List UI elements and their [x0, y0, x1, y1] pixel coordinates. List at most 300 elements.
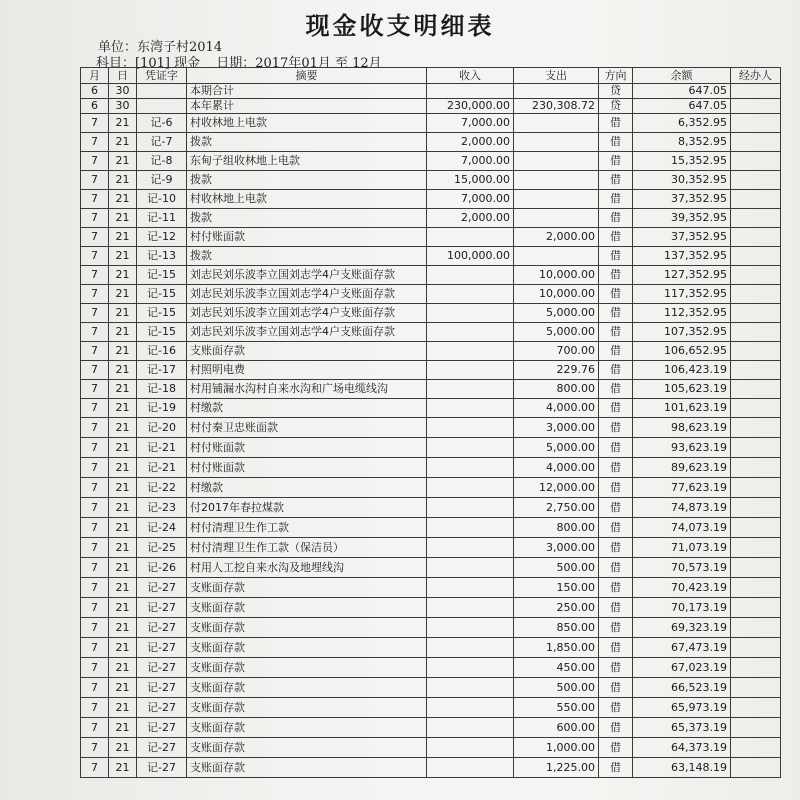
cell-handler — [731, 399, 781, 418]
cell-expense: 10,000.00 — [514, 285, 599, 304]
cell-expense: 4,000.00 — [514, 458, 599, 478]
cell-summary: 村收林地上电款 — [187, 114, 427, 133]
cell-day: 21 — [109, 618, 137, 638]
cell-summary: 拨款 — [187, 171, 427, 190]
cell-balance: 107,352.95 — [633, 323, 731, 342]
cell-handler — [731, 698, 781, 718]
cell-handler — [731, 228, 781, 247]
cell-voucher: 记-24 — [137, 518, 187, 538]
cell-expense: 1,225.00 — [514, 758, 599, 778]
cell-handler — [731, 518, 781, 538]
cell-voucher: 记-6 — [137, 114, 187, 133]
cell-direction: 借 — [599, 538, 633, 558]
cell-income — [427, 266, 514, 285]
cell-voucher: 记-27 — [137, 658, 187, 678]
cell-balance: 37,352.95 — [633, 228, 731, 247]
cell-direction: 借 — [599, 133, 633, 152]
cell-day: 21 — [109, 399, 137, 418]
cell-day: 21 — [109, 538, 137, 558]
table-row — [81, 418, 781, 438]
cell-summary: 支账面存款 — [187, 342, 427, 361]
cell-voucher: 记-11 — [137, 209, 187, 228]
cell-month: 7 — [81, 598, 109, 618]
col-header-income: 收入 — [427, 68, 514, 84]
cell-income: 7,000.00 — [427, 190, 514, 209]
cell-voucher: 记-15 — [137, 304, 187, 323]
table-row — [81, 342, 781, 361]
cell-balance: 67,473.19 — [633, 638, 731, 658]
cell-voucher: 记-25 — [137, 538, 187, 558]
table-row — [81, 558, 781, 578]
cell-voucher: 记-27 — [137, 638, 187, 658]
cell-balance: 70,423.19 — [633, 578, 731, 598]
cell-income — [427, 228, 514, 247]
cell-month: 7 — [81, 678, 109, 698]
cell-income — [427, 598, 514, 618]
cell-balance: 647.05 — [633, 84, 731, 99]
table-row — [81, 228, 781, 247]
cell-expense: 3,000.00 — [514, 538, 599, 558]
cell-day: 21 — [109, 678, 137, 698]
page-title: 现金收支明细表 — [305, 11, 495, 40]
cell-expense: 700.00 — [514, 342, 599, 361]
cell-expense: 150.00 — [514, 578, 599, 598]
cell-month: 7 — [81, 638, 109, 658]
table-row — [81, 266, 781, 285]
cell-day: 21 — [109, 152, 137, 171]
cell-direction: 借 — [599, 171, 633, 190]
cell-month: 7 — [81, 399, 109, 418]
cell-month: 7 — [81, 190, 109, 209]
table-row — [81, 578, 781, 598]
cell-summary: 刘志民刘乐波李立国刘志学4户支账面存款 — [187, 304, 427, 323]
cell-month: 7 — [81, 418, 109, 438]
cell-direction: 借 — [599, 342, 633, 361]
cell-expense: 4,000.00 — [514, 399, 599, 418]
col-header-handler: 经办人 — [731, 68, 781, 84]
cell-handler — [731, 84, 781, 99]
cell-direction: 借 — [599, 658, 633, 678]
cell-voucher: 记-27 — [137, 738, 187, 758]
col-header-day: 日 — [109, 68, 137, 84]
cell-balance: 66,523.19 — [633, 678, 731, 698]
table-row — [81, 323, 781, 342]
table-row — [81, 518, 781, 538]
cell-expense — [514, 84, 599, 99]
cell-voucher — [137, 84, 187, 99]
cell-balance: 77,623.19 — [633, 478, 731, 498]
cell-balance: 106,652.95 — [633, 342, 731, 361]
cell-day: 21 — [109, 698, 137, 718]
cell-voucher: 记-13 — [137, 247, 187, 266]
cell-handler — [731, 478, 781, 498]
cell-voucher: 记-21 — [137, 458, 187, 478]
cell-day: 21 — [109, 361, 137, 380]
cell-balance: 74,073.19 — [633, 518, 731, 538]
cell-summary: 支账面存款 — [187, 758, 427, 778]
cell-expense: 5,000.00 — [514, 323, 599, 342]
cell-handler — [731, 438, 781, 458]
cell-month: 7 — [81, 266, 109, 285]
cell-summary: 村用铺漏水沟村自来水沟和广场电缆线沟 — [187, 380, 427, 399]
cell-handler — [731, 498, 781, 518]
cell-balance: 37,352.95 — [633, 190, 731, 209]
cell-month: 7 — [81, 658, 109, 678]
cell-balance: 89,623.19 — [633, 458, 731, 478]
cell-summary: 村付清理卫生作工款（保洁员） — [187, 538, 427, 558]
cell-direction: 借 — [599, 498, 633, 518]
table-row — [81, 114, 781, 133]
cell-direction: 借 — [599, 380, 633, 399]
cell-summary: 支账面存款 — [187, 618, 427, 638]
cell-expense: 550.00 — [514, 698, 599, 718]
cell-month: 7 — [81, 518, 109, 538]
cell-direction: 借 — [599, 247, 633, 266]
cell-direction: 借 — [599, 304, 633, 323]
cell-month: 7 — [81, 323, 109, 342]
cell-voucher: 记-17 — [137, 361, 187, 380]
cell-day: 21 — [109, 658, 137, 678]
cell-balance: 112,352.95 — [633, 304, 731, 323]
cell-day: 30 — [109, 84, 137, 99]
cell-direction: 借 — [599, 598, 633, 618]
cell-day: 21 — [109, 114, 137, 133]
table-row — [81, 598, 781, 618]
cell-direction: 借 — [599, 228, 633, 247]
cell-day: 21 — [109, 285, 137, 304]
cell-month: 7 — [81, 285, 109, 304]
cell-direction: 贷 — [599, 99, 633, 114]
cell-balance: 39,352.95 — [633, 209, 731, 228]
cell-month: 7 — [81, 152, 109, 171]
cell-balance: 117,352.95 — [633, 285, 731, 304]
cell-direction: 借 — [599, 618, 633, 638]
cell-balance: 93,623.19 — [633, 438, 731, 458]
cell-voucher — [137, 99, 187, 114]
cell-day: 21 — [109, 133, 137, 152]
cell-voucher: 记-15 — [137, 285, 187, 304]
cell-summary: 本年累计 — [187, 99, 427, 114]
cell-income — [427, 558, 514, 578]
cell-balance: 8,352.95 — [633, 133, 731, 152]
cell-direction: 借 — [599, 285, 633, 304]
cell-day: 21 — [109, 190, 137, 209]
cell-income: 2,000.00 — [427, 209, 514, 228]
cell-expense — [514, 133, 599, 152]
cell-summary: 村付秦卫忠账面款 — [187, 418, 427, 438]
cell-day: 21 — [109, 380, 137, 399]
cell-voucher: 记-27 — [137, 598, 187, 618]
cell-direction: 借 — [599, 418, 633, 438]
cell-income: 100,000.00 — [427, 247, 514, 266]
cell-month: 6 — [81, 84, 109, 99]
cell-expense: 12,000.00 — [514, 478, 599, 498]
cell-income: 2,000.00 — [427, 133, 514, 152]
cell-voucher: 记-9 — [137, 171, 187, 190]
cell-month: 7 — [81, 558, 109, 578]
cell-voucher: 记-22 — [137, 478, 187, 498]
cell-expense — [514, 247, 599, 266]
cell-voucher: 记-27 — [137, 718, 187, 738]
cell-handler — [731, 247, 781, 266]
cell-handler — [731, 598, 781, 618]
cell-expense: 450.00 — [514, 658, 599, 678]
table-row — [81, 99, 781, 114]
table-row — [81, 658, 781, 678]
cell-direction: 借 — [599, 578, 633, 598]
cell-month: 7 — [81, 247, 109, 266]
table-row — [81, 438, 781, 458]
cell-expense: 5,000.00 — [514, 438, 599, 458]
cell-handler — [731, 266, 781, 285]
table-row — [81, 638, 781, 658]
cell-expense — [514, 171, 599, 190]
cell-income — [427, 438, 514, 458]
cell-day: 21 — [109, 323, 137, 342]
cell-income — [427, 658, 514, 678]
cell-balance: 98,623.19 — [633, 418, 731, 438]
cell-summary: 支账面存款 — [187, 578, 427, 598]
cell-handler — [731, 458, 781, 478]
cell-month: 7 — [81, 114, 109, 133]
cell-voucher: 记-27 — [137, 578, 187, 598]
cell-voucher: 记-20 — [137, 418, 187, 438]
cell-direction: 贷 — [599, 84, 633, 99]
cell-income — [427, 478, 514, 498]
cell-month: 7 — [81, 171, 109, 190]
cell-balance: 30,352.95 — [633, 171, 731, 190]
cell-balance: 127,352.95 — [633, 266, 731, 285]
cell-handler — [731, 618, 781, 638]
cell-direction: 借 — [599, 558, 633, 578]
cell-summary: 支账面存款 — [187, 658, 427, 678]
cell-month: 7 — [81, 578, 109, 598]
cell-expense: 850.00 — [514, 618, 599, 638]
cell-expense: 1,850.00 — [514, 638, 599, 658]
cell-income — [427, 538, 514, 558]
cell-day: 21 — [109, 718, 137, 738]
cell-month: 7 — [81, 304, 109, 323]
cell-expense: 2,000.00 — [514, 228, 599, 247]
cell-direction: 借 — [599, 458, 633, 478]
table-row — [81, 538, 781, 558]
cell-handler — [731, 638, 781, 658]
cell-month: 7 — [81, 361, 109, 380]
cell-summary: 村缴款 — [187, 399, 427, 418]
cell-direction: 借 — [599, 152, 633, 171]
cell-voucher: 记-7 — [137, 133, 187, 152]
cell-expense: 3,000.00 — [514, 418, 599, 438]
cell-handler — [731, 190, 781, 209]
col-header-balance: 余额 — [633, 68, 731, 84]
cell-handler — [731, 538, 781, 558]
cell-income — [427, 458, 514, 478]
cell-expense — [514, 190, 599, 209]
cell-month: 7 — [81, 498, 109, 518]
cell-direction: 借 — [599, 361, 633, 380]
cell-day: 21 — [109, 578, 137, 598]
cell-income — [427, 399, 514, 418]
cell-income — [427, 518, 514, 538]
cell-month: 7 — [81, 718, 109, 738]
date-range-label: 日期：2017年01月 至 12月 — [216, 56, 382, 71]
table-row — [81, 698, 781, 718]
cell-income — [427, 678, 514, 698]
cell-balance: 101,623.19 — [633, 399, 731, 418]
cell-month: 7 — [81, 478, 109, 498]
cell-summary: 村付账面款 — [187, 438, 427, 458]
ledger-table — [80, 67, 781, 778]
col-header-direction: 方向 — [599, 68, 633, 84]
cell-handler — [731, 342, 781, 361]
cell-expense: 10,000.00 — [514, 266, 599, 285]
cell-income — [427, 578, 514, 598]
table-row — [81, 738, 781, 758]
cell-income — [427, 738, 514, 758]
cell-summary: 拨款 — [187, 209, 427, 228]
cell-direction: 借 — [599, 518, 633, 538]
col-header-summary: 摘要 — [187, 68, 427, 84]
cell-day: 21 — [109, 558, 137, 578]
cell-balance: 65,973.19 — [633, 698, 731, 718]
table-row — [81, 285, 781, 304]
cell-balance: 70,173.19 — [633, 598, 731, 618]
cell-summary: 刘志民刘乐波李立国刘志学4户支账面存款 — [187, 266, 427, 285]
cell-summary: 村缴款 — [187, 478, 427, 498]
cell-income: 230,000.00 — [427, 99, 514, 114]
cell-balance: 15,352.95 — [633, 152, 731, 171]
cell-direction: 借 — [599, 399, 633, 418]
cell-expense: 800.00 — [514, 380, 599, 399]
cell-summary: 付2017年春拉煤款 — [187, 498, 427, 518]
cell-summary: 村付账面款 — [187, 458, 427, 478]
cell-expense — [514, 209, 599, 228]
cell-income — [427, 498, 514, 518]
cell-summary: 支账面存款 — [187, 738, 427, 758]
cell-income — [427, 618, 514, 638]
cell-month: 7 — [81, 738, 109, 758]
cell-handler — [731, 758, 781, 778]
cell-direction: 借 — [599, 678, 633, 698]
cell-voucher: 记-10 — [137, 190, 187, 209]
cell-summary: 村付清理卫生作工款 — [187, 518, 427, 538]
col-header-month: 月 — [81, 68, 109, 84]
cell-month: 7 — [81, 698, 109, 718]
cell-direction: 借 — [599, 698, 633, 718]
cell-income — [427, 323, 514, 342]
cell-day: 21 — [109, 418, 137, 438]
cell-income — [427, 380, 514, 399]
cell-summary: 支账面存款 — [187, 598, 427, 618]
cell-balance: 647.05 — [633, 99, 731, 114]
cell-day: 21 — [109, 438, 137, 458]
cell-summary: 拨款 — [187, 133, 427, 152]
cell-voucher: 记-27 — [137, 698, 187, 718]
cell-summary: 村用人工挖自来水沟及地埋线沟 — [187, 558, 427, 578]
cell-handler — [731, 578, 781, 598]
cell-summary: 村照明电费 — [187, 361, 427, 380]
cell-handler — [731, 304, 781, 323]
cell-income — [427, 84, 514, 99]
cell-summary: 支账面存款 — [187, 718, 427, 738]
cell-balance: 105,623.19 — [633, 380, 731, 399]
table-row — [81, 84, 781, 99]
cell-income: 7,000.00 — [427, 114, 514, 133]
cell-handler — [731, 152, 781, 171]
cell-day: 30 — [109, 99, 137, 114]
cell-balance: 137,352.95 — [633, 247, 731, 266]
table-row — [81, 152, 781, 171]
table-row — [81, 399, 781, 418]
table-row — [81, 458, 781, 478]
cell-balance: 71,073.19 — [633, 538, 731, 558]
cell-voucher: 记-15 — [137, 266, 187, 285]
table-row — [81, 171, 781, 190]
cell-income — [427, 304, 514, 323]
cell-balance: 74,873.19 — [633, 498, 731, 518]
cell-handler — [731, 718, 781, 738]
cell-day: 21 — [109, 498, 137, 518]
cell-month: 7 — [81, 618, 109, 638]
ledger-header-row — [81, 68, 781, 84]
table-row — [81, 209, 781, 228]
cell-voucher: 记-12 — [137, 228, 187, 247]
cell-day: 21 — [109, 266, 137, 285]
cell-income: 7,000.00 — [427, 152, 514, 171]
cell-handler — [731, 658, 781, 678]
cell-day: 21 — [109, 171, 137, 190]
cell-balance: 65,373.19 — [633, 718, 731, 738]
cell-direction: 借 — [599, 718, 633, 738]
cell-day: 21 — [109, 304, 137, 323]
cell-day: 21 — [109, 758, 137, 778]
cell-handler — [731, 323, 781, 342]
cell-direction: 借 — [599, 738, 633, 758]
cell-month: 7 — [81, 458, 109, 478]
cell-month: 7 — [81, 758, 109, 778]
cell-voucher: 记-27 — [137, 678, 187, 698]
cell-summary: 支账面存款 — [187, 678, 427, 698]
cell-handler — [731, 133, 781, 152]
cell-voucher: 记-18 — [137, 380, 187, 399]
col-header-expense: 支出 — [514, 68, 599, 84]
cell-handler — [731, 114, 781, 133]
cell-direction: 借 — [599, 266, 633, 285]
cell-direction: 借 — [599, 478, 633, 498]
cell-balance: 69,323.19 — [633, 618, 731, 638]
table-row — [81, 380, 781, 399]
cell-expense: 230,308.72 — [514, 99, 599, 114]
cell-direction: 借 — [599, 209, 633, 228]
cell-balance: 70,573.19 — [633, 558, 731, 578]
table-row — [81, 190, 781, 209]
table-row — [81, 498, 781, 518]
table-row — [81, 718, 781, 738]
cell-income — [427, 361, 514, 380]
cell-month: 7 — [81, 209, 109, 228]
cell-summary: 东甸子组收林地上电款 — [187, 152, 427, 171]
cell-balance: 67,023.19 — [633, 658, 731, 678]
cell-day: 21 — [109, 598, 137, 618]
cell-direction: 借 — [599, 758, 633, 778]
cell-direction: 借 — [599, 638, 633, 658]
table-row — [81, 361, 781, 380]
cell-summary: 村收林地上电款 — [187, 190, 427, 209]
cell-summary: 支账面存款 — [187, 638, 427, 658]
cell-voucher: 记-21 — [137, 438, 187, 458]
table-row — [81, 678, 781, 698]
cell-expense: 600.00 — [514, 718, 599, 738]
